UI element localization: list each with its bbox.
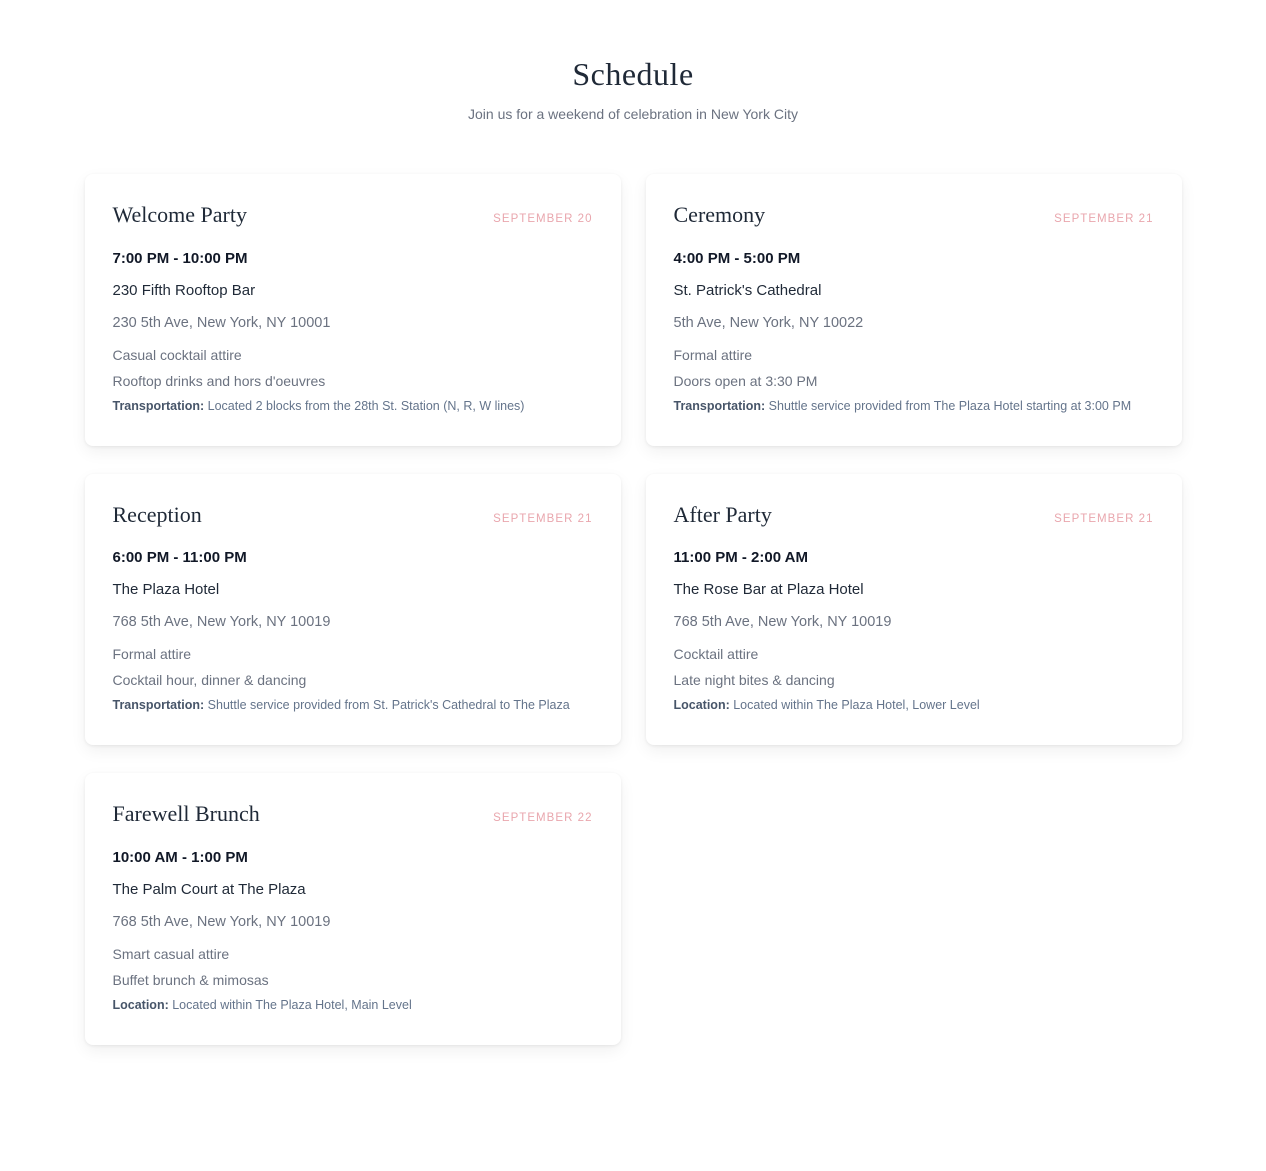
event-address: 768 5th Ave, New York, NY 10019 [673, 614, 892, 631]
event-note-text: Located within The Plaza Hotel, Lower Level [733, 698, 980, 713]
event-address: 768 5th Ave, New York, NY 10019 [112, 914, 331, 931]
event-note-text: Shuttle service provided from St. Patrick's Cathedral to The Plaza [207, 698, 570, 713]
event-note-text: Located within The Plaza Hotel, Main Level [172, 998, 412, 1013]
event-attire: Cocktail attire [673, 646, 759, 663]
event-note-label: Location: [673, 698, 730, 713]
event-description: Doors open at 3:30 PM [673, 372, 818, 389]
event-note [674, 696, 1154, 715]
event-description: Rooftop drinks and hors d'oeuvres [112, 372, 326, 389]
event-note [113, 696, 593, 715]
event-venue: 230 Fifth Rooftop Bar [112, 281, 256, 299]
page-header [0, 54, 1266, 122]
event-attire: Smart casual attire [112, 946, 230, 963]
event-address: 5th Ave, New York, NY 10022 [673, 314, 864, 331]
events-grid [85, 174, 1182, 1045]
event-card-header [674, 500, 1154, 530]
event-card [646, 174, 1182, 446]
event-attire: Casual cocktail attire [112, 346, 242, 363]
event-attire: Formal attire [673, 346, 753, 363]
event-date-badge: SEPTEMBER 20 [493, 213, 593, 225]
event-note-text: Located 2 blocks from the 28th St. Station (N, R, W lines) [207, 398, 525, 413]
event-address: 230 5th Ave, New York, NY 10001 [112, 314, 331, 331]
event-description: Late night bites & dancing [673, 672, 835, 689]
event-venue: The Palm Court at The Plaza [112, 881, 306, 899]
event-card [85, 474, 621, 746]
event-venue: St. Patrick's Cathedral [673, 281, 822, 299]
event-attire: Formal attire [112, 646, 192, 663]
event-date-badge: SEPTEMBER 21 [493, 512, 593, 525]
event-note-label: Transportation: [673, 398, 766, 413]
event-time: 4:00 PM - 5:00 PM [673, 249, 801, 267]
event-name: Ceremony [673, 202, 766, 227]
event-time: 10:00 AM - 1:00 PM [112, 849, 248, 867]
event-card [85, 174, 621, 446]
event-note [113, 996, 593, 1015]
event-card-header [674, 200, 1154, 230]
event-name: Reception [112, 501, 202, 527]
event-date-badge: SEPTEMBER 21 [1054, 512, 1154, 525]
event-time: 6:00 PM - 11:00 PM [112, 549, 247, 567]
event-time: 7:00 PM - 10:00 PM [112, 249, 248, 267]
event-date-badge: SEPTEMBER 21 [1054, 213, 1154, 225]
event-name: Welcome Party [112, 202, 247, 227]
event-note-text: Shuttle service provided from The Plaza Hotel starting at 3:00 PM [768, 398, 1132, 413]
event-card-header [113, 500, 593, 530]
event-description: Cocktail hour, dinner & dancing [112, 672, 307, 689]
event-name: After Party [673, 501, 772, 527]
page-subtitle: Join us for a weekend of celebration in New York City [468, 106, 798, 122]
event-note-label: Location: [112, 998, 169, 1013]
event-description: Buffet brunch & mimosas [112, 972, 269, 989]
event-card-header [113, 200, 593, 230]
event-note-label: Transportation: [112, 698, 205, 713]
event-note [113, 397, 593, 416]
event-note-label: Transportation: [112, 398, 205, 413]
event-venue: The Rose Bar at Plaza Hotel [673, 581, 864, 599]
event-date-badge: SEPTEMBER 22 [493, 812, 593, 825]
event-note [674, 397, 1154, 416]
event-time: 11:00 PM - 2:00 AM [673, 549, 808, 567]
event-card [646, 474, 1182, 746]
event-venue: The Plaza Hotel [112, 581, 220, 599]
event-name: Farewell Brunch [112, 801, 260, 827]
event-card [85, 773, 621, 1045]
page-title: Schedule [572, 56, 694, 92]
event-card-header [113, 799, 593, 829]
event-address: 768 5th Ave, New York, NY 10019 [112, 614, 331, 631]
